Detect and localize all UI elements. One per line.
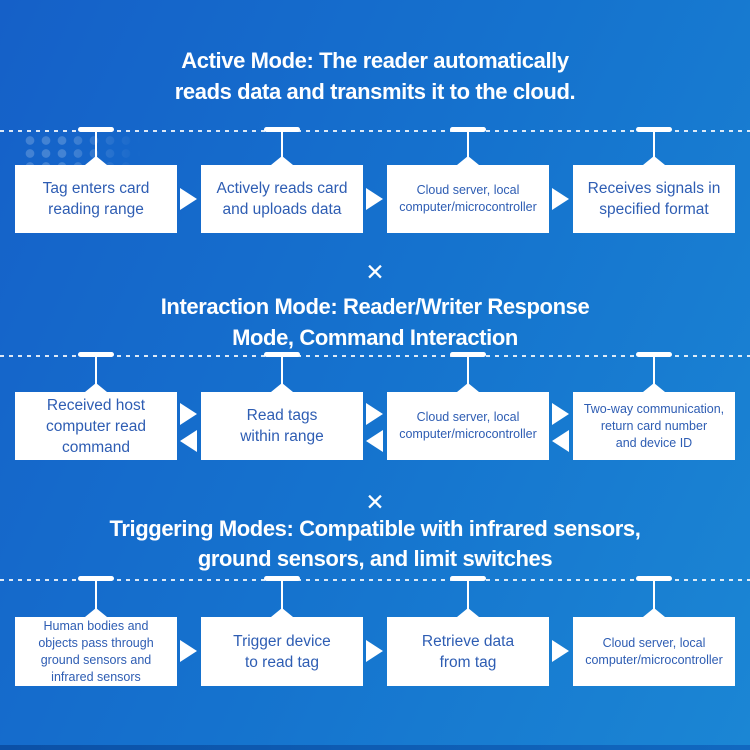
title-line: ground sensors, and limit switches <box>197 546 553 571</box>
connector-down <box>634 127 674 165</box>
box-text-line: Tag enters card <box>42 180 150 197</box>
connector-down <box>448 127 488 165</box>
bottom-edge-bar <box>0 745 750 750</box>
connector-notch <box>271 156 293 165</box>
arrow-right-icon <box>552 188 569 210</box>
connector-stem <box>95 356 97 384</box>
arrow-right-icon <box>552 403 569 425</box>
arrow-right-icon <box>180 188 197 210</box>
connector-notch <box>457 608 479 617</box>
box-text-line: Two-way communication, <box>583 401 725 416</box>
box-text-line: objects pass through <box>38 635 154 650</box>
flow-step-box <box>15 617 177 686</box>
box-text-line: Human bodies and <box>43 618 149 633</box>
flow-step-text <box>584 401 724 452</box>
title-line: reads data and transmits it to the cloud. <box>174 79 576 104</box>
flow-step-text <box>240 405 324 447</box>
flow-step-box <box>15 165 177 233</box>
connector-stem <box>467 580 469 609</box>
section-title-interaction-mode <box>0 291 750 353</box>
box-text-line: to read tag <box>244 653 320 671</box>
connector-notch <box>643 608 665 617</box>
connector-stem <box>281 356 283 384</box>
connector-notch <box>457 383 479 392</box>
flow-step-text <box>399 409 537 443</box>
connector-down <box>448 576 488 617</box>
connector-down <box>262 576 302 617</box>
connector-notch <box>85 383 107 392</box>
arrow-right-icon <box>366 188 383 210</box>
connector-stem <box>467 356 469 384</box>
box-text-line: infrared sensors <box>51 669 141 684</box>
cross-divider-icon: ✕ <box>365 259 385 285</box>
connector-notch <box>457 156 479 165</box>
box-text-line: Cloud server, local <box>416 183 520 197</box>
flow-step-box <box>201 165 363 233</box>
box-text-line: and uploads data <box>222 201 342 218</box>
box-text-line: and device ID <box>615 435 693 450</box>
flow-step-box <box>201 392 363 460</box>
flow-step-box <box>15 392 177 460</box>
box-text-line: Read tags <box>246 407 318 424</box>
connector-notch <box>85 608 107 617</box>
flow-step-box <box>387 165 549 233</box>
flow-step-box <box>573 392 735 460</box>
cross-divider-icon: ✕ <box>365 489 385 515</box>
box-text-line: command <box>61 438 131 456</box>
arrow-right-icon <box>366 640 383 662</box>
connector-notch <box>643 383 665 392</box>
title-line: Active Mode: The reader automatically <box>181 48 569 73</box>
flow-step-text <box>585 635 723 669</box>
flow-step-box <box>573 165 735 233</box>
box-text-line: computer/microcontroller <box>399 427 537 441</box>
box-text-line: Receives signals in <box>587 180 721 197</box>
box-text-line: return card number <box>600 418 708 433</box>
connector-down <box>262 127 302 165</box>
connector-notch <box>85 156 107 165</box>
box-text-line: Trigger device <box>233 632 331 650</box>
box-text-line: specified format <box>599 201 709 218</box>
section-title-triggering-modes <box>0 514 750 574</box>
flow-step-text <box>43 178 150 220</box>
connector-stem <box>95 131 97 157</box>
connector-down <box>634 352 674 392</box>
box-text-line: Actively reads card <box>216 180 348 197</box>
connector-down <box>76 576 116 617</box>
box-text-line: reading range <box>48 201 144 218</box>
connector-stem <box>95 580 97 609</box>
connector-notch <box>643 156 665 165</box>
flow-step-box <box>387 392 549 460</box>
box-text-line: ground sensors and <box>40 652 152 667</box>
box-text-line: Received host <box>46 396 146 414</box>
arrow-right-icon <box>180 640 197 662</box>
connector-stem <box>467 131 469 157</box>
arrow-left-icon <box>366 430 383 452</box>
title-line: Interaction Mode: Reader/Writer Response <box>160 294 590 319</box>
arrow-right-icon <box>180 403 197 425</box>
connector-down <box>448 352 488 392</box>
box-text-line: Retrieve data <box>421 632 515 650</box>
box-text-line: from tag <box>439 653 497 671</box>
flow-step-text <box>399 182 537 216</box>
connector-notch <box>271 608 293 617</box>
box-text-line: computer/microcontroller <box>585 652 723 667</box>
flow-step-box <box>573 617 735 686</box>
connector-stem <box>653 131 655 157</box>
flow-step-text <box>422 631 514 673</box>
connector-notch <box>271 383 293 392</box>
section-title-active-mode <box>0 45 750 107</box>
connector-down <box>76 127 116 165</box>
connector-down <box>634 576 674 617</box>
box-text-line: computer read <box>46 417 146 435</box>
flow-step-box <box>387 617 549 686</box>
connector-down <box>76 352 116 392</box>
connector-stem <box>653 356 655 384</box>
connector-down <box>262 352 302 392</box>
title-line: Triggering Modes: Compatible with infrared sensors, <box>109 516 641 541</box>
connector-stem <box>281 580 283 609</box>
title-line: Mode, Command Interaction <box>232 325 518 350</box>
flow-step-text <box>217 178 348 220</box>
box-text-line: Cloud server, local <box>416 410 520 424</box>
connector-stem <box>281 131 283 157</box>
flow-step-text <box>46 395 146 458</box>
flow-step-text <box>588 178 721 220</box>
arrow-left-icon <box>552 430 569 452</box>
flow-step-box <box>201 617 363 686</box>
arrow-right-icon <box>366 403 383 425</box>
flow-step-text <box>38 618 153 686</box>
arrow-right-icon <box>552 640 569 662</box>
arrow-left-icon <box>180 430 197 452</box>
flow-step-text <box>233 631 331 673</box>
box-text-line: Cloud server, local <box>602 635 706 650</box>
connector-stem <box>653 580 655 609</box>
box-text-line: within range <box>240 428 324 445</box>
box-text-line: computer/microcontroller <box>399 200 537 214</box>
